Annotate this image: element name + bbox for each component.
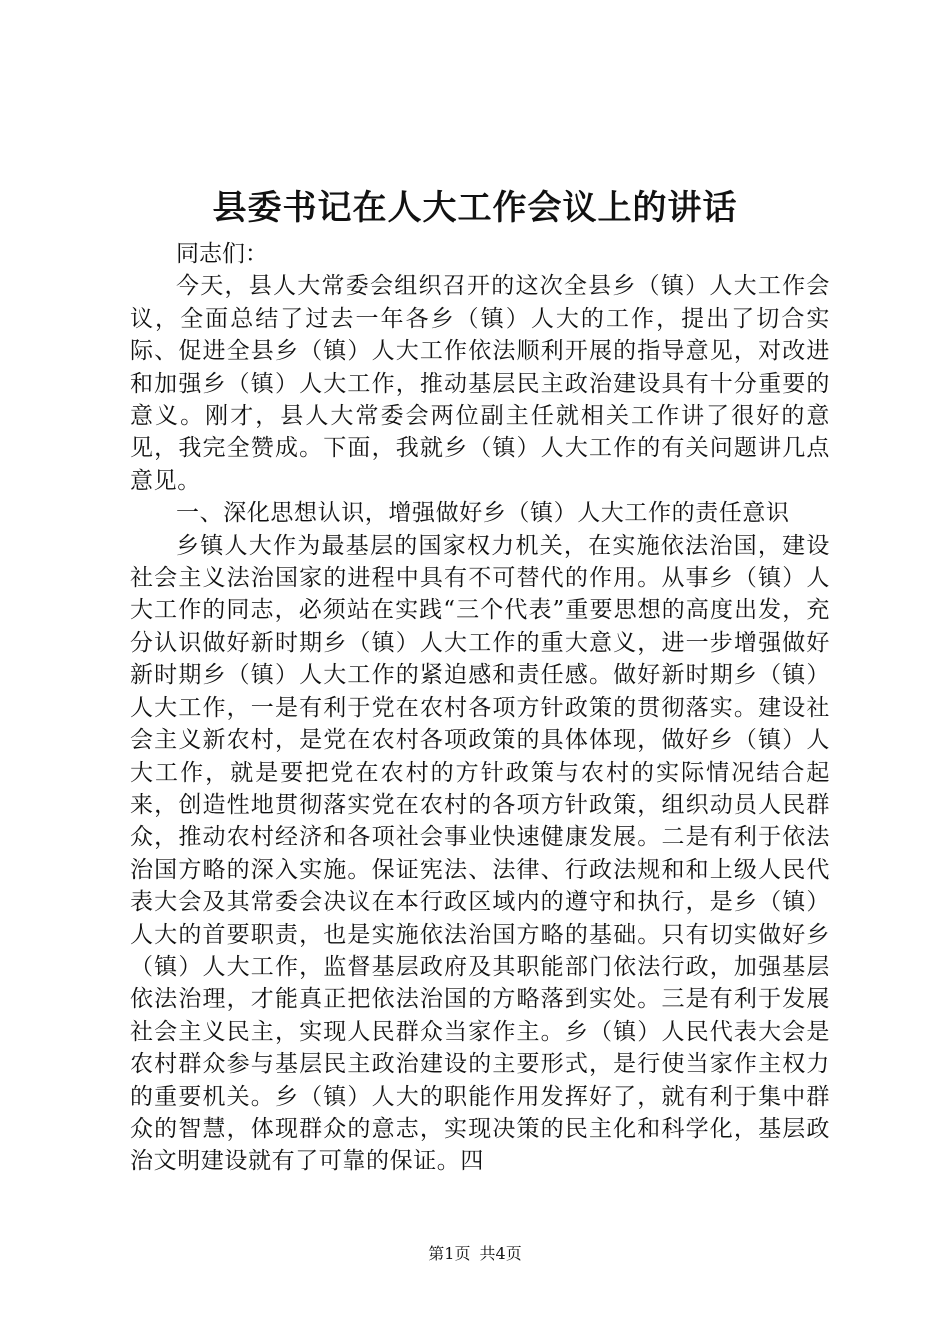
salutation: 同志们： xyxy=(176,241,268,267)
paragraph-section-1: 乡镇人大作为最基层的国家权力机关，在实施依法治国，建设社会主义法治国家的进程中具有不可替代的作用。从事乡（镇）人大工作的同志，必须站在实践“三个代表”重要思想的高度出发，充分认识做好新时期乡（镇）人大工作的重大意义，进一步增强做好新时期乡（镇）人大工作的紧迫感和责任感。做好新时期乡（镇）人大工作，一是有利于党在农村各项方针政策的贯彻落实。建设社会主义新农村，是党在农村各项政策的具体体现，做好乡（镇）人大工作，就是要把党在农村的方针政策与农村的实际情况结合起来，创造性地贯彻落实党在农村的各项方针政策，组织动员人民群众，推动农村经济和各项社会事业快速健康发展。二是有利于依法治国方略的深入实施。保证宪法、法律、行政法规和和上级人民代表大会及其常委会决议在本行政区域内的遵守和执行，是乡（镇）人大的首要职责，也是实施依法治国方略的基础。只有切实做好乡（镇）人大工作，监督基层政府及其职能部门依法行政，加强基层依法治理，才能真正把依法治国的方略落到实处。三是有利于发展社会主义民主，实现人民群众当家作主。乡（镇）人民代表大会是农村群众参与基层民主政治建设的主要形式，是行使当家作主权力的重要机关。乡（镇）人大的职能作用发挥好了，就有利于集中群众的智慧，体现群众的意志，实现决策的民主化和科学化，基层政治文明建设就有了可靠的保证。四 xyxy=(130,532,830,1175)
document-title: 县委书记在人大工作会议上的讲话 xyxy=(212,188,738,228)
page-footer: 第1页 共4页 xyxy=(428,1244,522,1263)
document-body xyxy=(130,238,830,1178)
paragraph-opening: 今天，县人大常委会组织召开的这次全县乡（镇）人大工作会议，全面总结了过去一年各乡（镇）人大的工作，提出了切合实际、促进全县乡（镇）人大工作依法顺利开展的指导意见，对改进和加强乡（镇）人大工作，推动基层民主政治建设具有十分重要的意义。刚才，县人大常委会两位副主任就相关工作讲了很好的意见，我完全赞成。下面，我就乡（镇）人大工作的有关问题讲几点意见。 xyxy=(130,273,830,494)
section-heading-1: 一、深化思想认识，增强做好乡（镇）人大工作的责任意识 xyxy=(176,500,790,527)
